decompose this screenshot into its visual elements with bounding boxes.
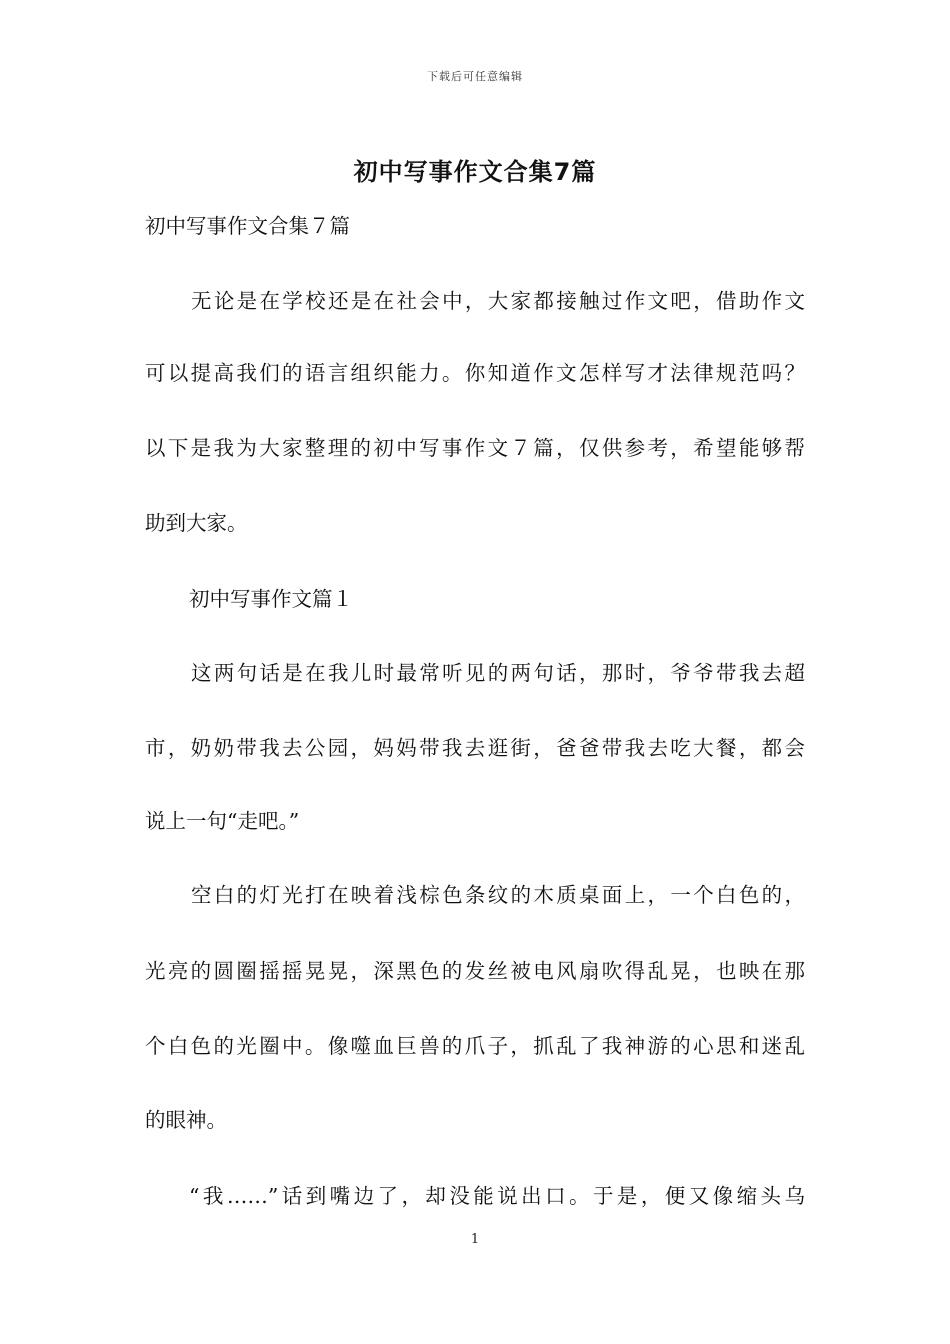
page-number: 1 bbox=[470, 1232, 480, 1247]
paragraph-line: 以下是我为大家整理的初中写事作文７篇，仅供参考，希望能够帮 bbox=[145, 436, 805, 460]
document-title: 初中写事作文合集7篇 bbox=[353, 158, 597, 186]
paragraph-line: 市，奶奶带我去公园，妈妈带我去逛街，爸爸带我去吃大餐，都会 bbox=[145, 736, 805, 760]
paragraph-line: 光亮的圆圈摇摇晃晃，深黑色的发丝被电风扇吹得乱晃，也映在那 bbox=[145, 959, 805, 983]
header-note: 下载后可任意编辑 bbox=[427, 70, 523, 83]
section-heading: 初中写事作文篇１ bbox=[189, 587, 353, 611]
paragraph-line: 可以提高我们的语言组织能力。你知道作文怎样写才法律规范吗？ bbox=[145, 361, 805, 385]
document-subtitle: 初中写事作文合集７篇 bbox=[145, 214, 350, 238]
paragraph-line: 这两句话是在我儿时最常听见的两句话，那时，爷爷带我去超 bbox=[191, 661, 805, 685]
paragraph-line: 说上一句“走吧。” bbox=[145, 809, 300, 833]
paragraph-line: 助到大家。 bbox=[145, 511, 248, 535]
paragraph-line: 的眼神。 bbox=[145, 1108, 227, 1132]
paragraph-line: 个白色的光圈中。像噬血巨兽的爪子，抓乱了我神游的心思和迷乱 bbox=[145, 1034, 805, 1058]
paragraph-line: “我……”话到嘴边了，却没能说出口。于是，便又像缩头乌 bbox=[189, 1184, 805, 1208]
paragraph-line: 无论是在学校还是在社会中，大家都接触过作文吧，借助作文 bbox=[191, 289, 805, 313]
paragraph-line: 空白的灯光打在映着浅棕色条纹的木质桌面上，一个白色的， bbox=[191, 883, 805, 907]
